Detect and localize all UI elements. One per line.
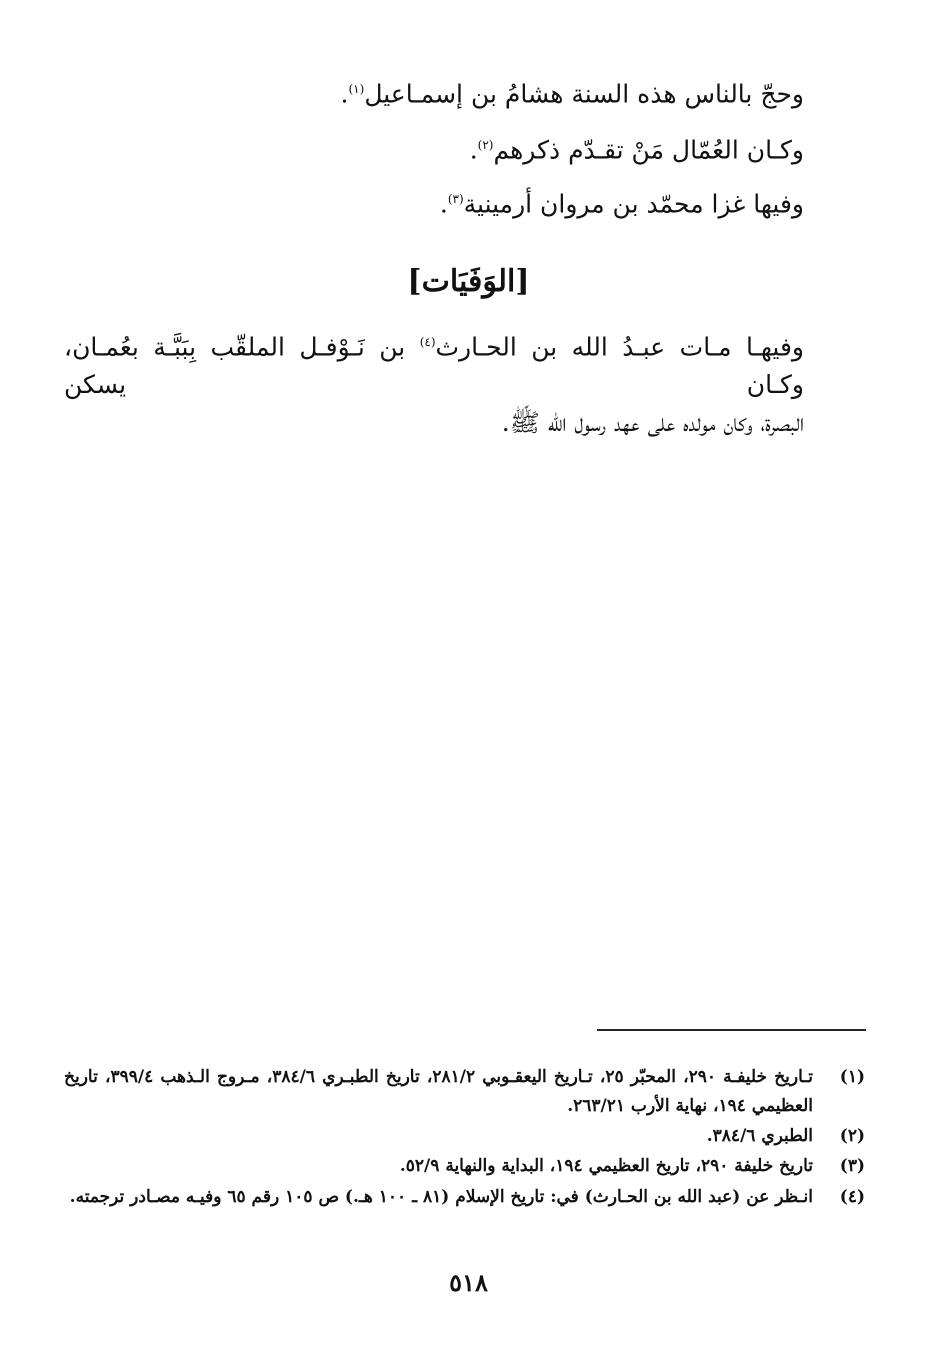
footnote-text: الطبري ٣٨٤/٦. [706,1126,813,1146]
death-paragraph [64,323,804,442]
text-line-hajj: وحجّ بالناس هذه السنة هشامُ بن إسمـاعيل$^{(١)}$. [340,79,804,109]
footnote-1 [64,1063,865,1121]
footnote-text: تاريخ خليفة ٢٩٠، تاريخ العظيمي ١٩٤، البداية والنهاية ٥٢/٩. [399,1156,813,1176]
section-heading: [الوَفَيَات] [407,264,530,299]
page-number: ٥١٨ [449,1268,488,1297]
footnote-marker[interactable]: (٣) [447,192,464,206]
footnote-number: (٤) [839,1187,865,1207]
footnote-divider [597,1029,866,1031]
text-line-campaign: وفيها غزا محمّد بن مروان أرمينية$^{(٣)}$. [439,189,804,219]
footnote-number: (٢) [839,1126,865,1146]
text-line-officials: وكـان العُمّال مَنْ تقـدّم ذكرهم$^{(٢)}$. [469,135,804,165]
footnote-4 [64,1183,865,1212]
footnote-number: (٣) [839,1156,865,1176]
footnote-marker[interactable]: (٤) [419,335,436,349]
footnote-text: انـظر عن (عبد الله بن الحـارث) في: تاريخ الإسلام (٨١ ـ ١٠٠ هـ.) ص ١٠٥ رقم ٦٥ وفيـه مصـادر ترجمته. [69,1187,813,1207]
footnote-2 [64,1122,865,1151]
footnote-text: تـاريخ خليفـة ٢٩٠، المحبّر ٢٥، تـاريخ اليعقـوبي ٢٨١/٢، تاريخ الطبـري ٣٨٤/٦، مـروج الـذهب ٣٩٩/٤، تاريخ العظيمي ١٩٤، نهاية الأرب ٢٦٣/٢١. [64,1067,814,1116]
death-paragraph-line-1: وفيهـا مـات عبـدُ الله بن الحـارث$^{(٤)}$ بن نَـوْفـل الملقّب بِبَبَّـة بعُمـان، وكـان يسكن [64,332,804,400]
footnote-3 [64,1152,865,1181]
footnote-marker[interactable]: (١) [348,82,365,96]
footnote-marker[interactable]: (٢) [477,138,494,152]
death-paragraph-line-2: البصرة، وكان مولده على عهد رسول الله ﷺ. [501,408,804,438]
footnote-number: (١) [839,1067,865,1087]
